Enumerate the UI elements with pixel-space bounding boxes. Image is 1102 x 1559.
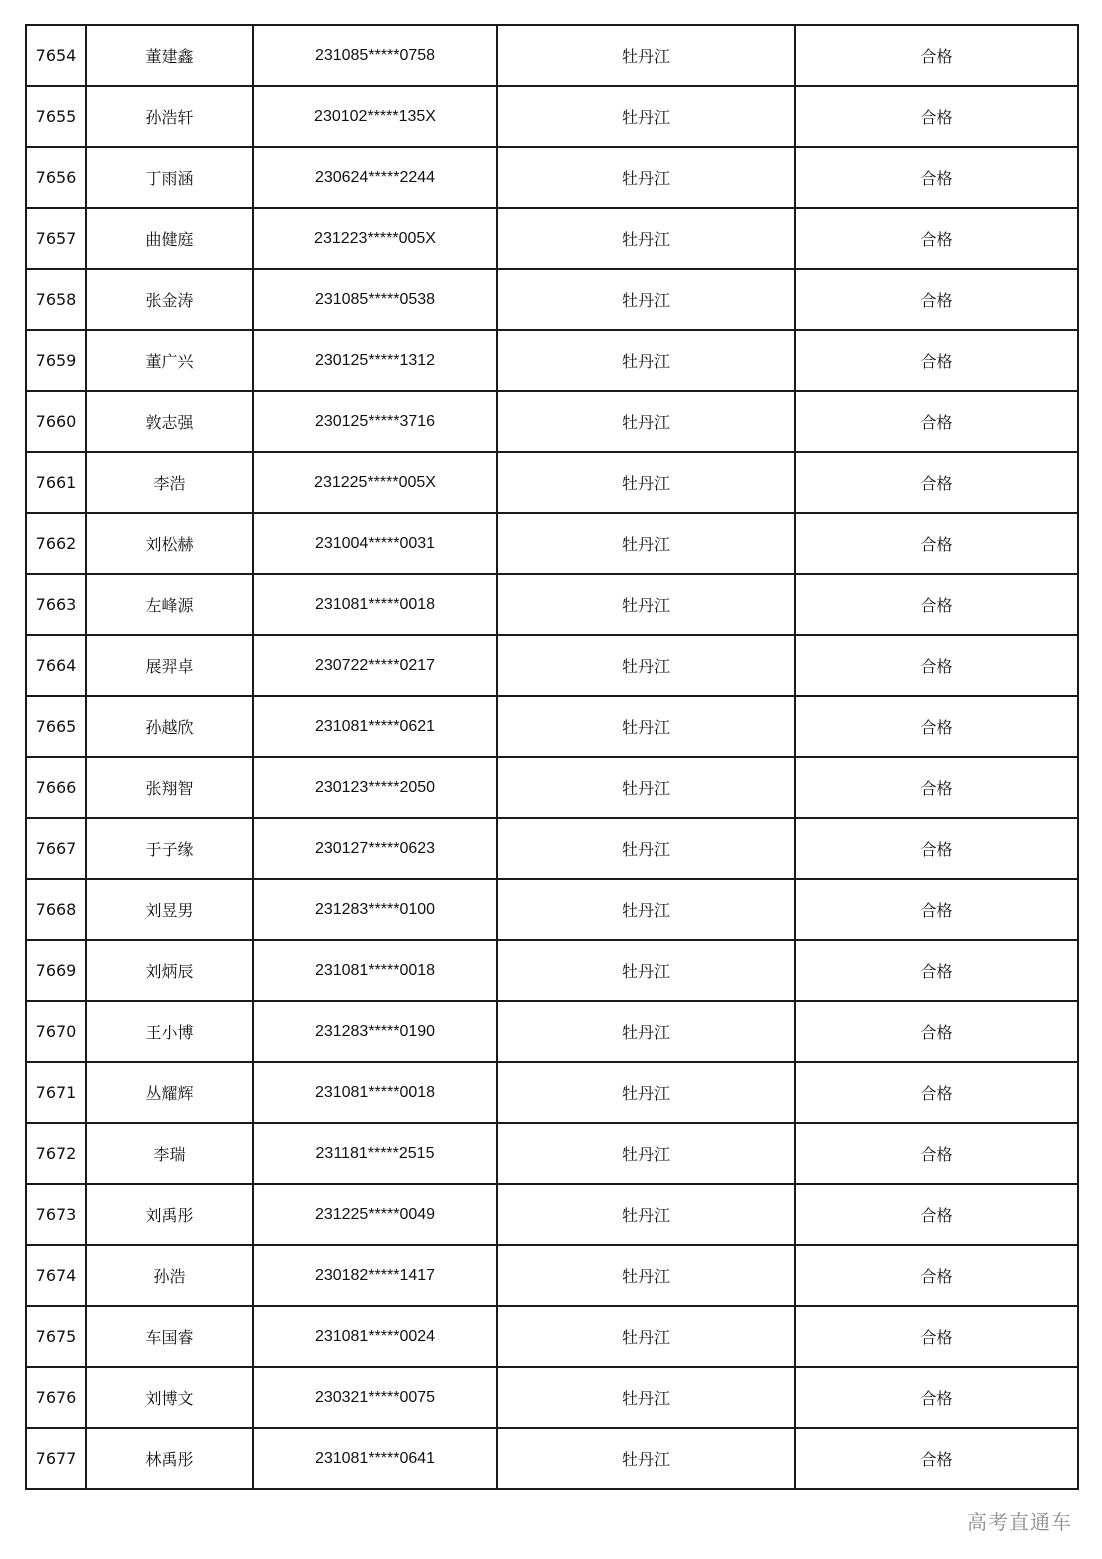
result-cell: 合格 <box>795 1245 1078 1306</box>
id-number-cell: 230125*****1312 <box>253 330 497 391</box>
id-number-cell: 230182*****1417 <box>253 1245 497 1306</box>
result-cell: 合格 <box>795 818 1078 879</box>
name-cell: 展羿卓 <box>86 635 253 696</box>
result-cell: 合格 <box>795 513 1078 574</box>
name-cell: 孙浩轩 <box>86 86 253 147</box>
city-cell: 牡丹江 <box>497 147 795 208</box>
id-number-cell: 231085*****0758 <box>253 25 497 86</box>
result-cell: 合格 <box>795 1428 1078 1489</box>
result-cell: 合格 <box>795 1062 1078 1123</box>
name-cell: 刘禹彤 <box>86 1184 253 1245</box>
row-number-cell: 7660 <box>26 391 86 452</box>
row-number-cell: 7662 <box>26 513 86 574</box>
city-cell: 牡丹江 <box>497 818 795 879</box>
id-number-cell: 230127*****0623 <box>253 818 497 879</box>
id-number-cell: 231283*****0100 <box>253 879 497 940</box>
name-cell: 于子缘 <box>86 818 253 879</box>
result-cell: 合格 <box>795 25 1078 86</box>
id-number-cell: 231081*****0621 <box>253 696 497 757</box>
id-number-cell: 231081*****0641 <box>253 1428 497 1489</box>
name-cell: 孙浩 <box>86 1245 253 1306</box>
name-cell: 王小博 <box>86 1001 253 1062</box>
table-row <box>26 635 1078 696</box>
id-number-cell: 231004*****0031 <box>253 513 497 574</box>
id-number-cell: 230722*****0217 <box>253 635 497 696</box>
result-cell: 合格 <box>795 452 1078 513</box>
city-cell: 牡丹江 <box>497 1367 795 1428</box>
result-cell: 合格 <box>795 1306 1078 1367</box>
id-number-cell: 231225*****005X <box>253 452 497 513</box>
table-row <box>26 1428 1078 1489</box>
table-row <box>26 696 1078 757</box>
row-number-cell: 7666 <box>26 757 86 818</box>
id-number-cell: 231081*****0018 <box>253 574 497 635</box>
row-number-cell: 7663 <box>26 574 86 635</box>
city-cell: 牡丹江 <box>497 1001 795 1062</box>
table-row <box>26 1306 1078 1367</box>
row-number-cell: 7656 <box>26 147 86 208</box>
row-number-cell: 7669 <box>26 940 86 1001</box>
city-cell: 牡丹江 <box>497 391 795 452</box>
city-cell: 牡丹江 <box>497 574 795 635</box>
city-cell: 牡丹江 <box>497 1062 795 1123</box>
table-row <box>26 1245 1078 1306</box>
result-cell: 合格 <box>795 940 1078 1001</box>
id-number-cell: 231081*****0024 <box>253 1306 497 1367</box>
row-number-cell: 7665 <box>26 696 86 757</box>
result-cell: 合格 <box>795 696 1078 757</box>
result-cell: 合格 <box>795 391 1078 452</box>
result-cell: 合格 <box>795 1123 1078 1184</box>
result-cell: 合格 <box>795 269 1078 330</box>
result-cell: 合格 <box>795 86 1078 147</box>
row-number-cell: 7670 <box>26 1001 86 1062</box>
result-cell: 合格 <box>795 757 1078 818</box>
table-row <box>26 940 1078 1001</box>
table-row <box>26 1001 1078 1062</box>
row-number-cell: 7661 <box>26 452 86 513</box>
row-number-cell: 7673 <box>26 1184 86 1245</box>
name-cell: 董广兴 <box>86 330 253 391</box>
row-number-cell: 7659 <box>26 330 86 391</box>
table-row <box>26 1062 1078 1123</box>
name-cell: 刘松赫 <box>86 513 253 574</box>
name-cell: 孙越欣 <box>86 696 253 757</box>
name-cell: 李浩 <box>86 452 253 513</box>
id-number-cell: 230321*****0075 <box>253 1367 497 1428</box>
city-cell: 牡丹江 <box>497 940 795 1001</box>
row-number-cell: 7658 <box>26 269 86 330</box>
result-cell: 合格 <box>795 1001 1078 1062</box>
table-row <box>26 25 1078 86</box>
roster-table <box>25 24 1079 1490</box>
table-row <box>26 513 1078 574</box>
city-cell: 牡丹江 <box>497 513 795 574</box>
id-number-cell: 231081*****0018 <box>253 940 497 1001</box>
result-cell: 合格 <box>795 879 1078 940</box>
name-cell: 张金涛 <box>86 269 253 330</box>
name-cell: 李瑞 <box>86 1123 253 1184</box>
city-cell: 牡丹江 <box>497 1245 795 1306</box>
name-cell: 刘博文 <box>86 1367 253 1428</box>
city-cell: 牡丹江 <box>497 86 795 147</box>
row-number-cell: 7654 <box>26 25 86 86</box>
row-number-cell: 7676 <box>26 1367 86 1428</box>
city-cell: 牡丹江 <box>497 25 795 86</box>
city-cell: 牡丹江 <box>497 208 795 269</box>
name-cell: 林禹彤 <box>86 1428 253 1489</box>
table-row <box>26 1123 1078 1184</box>
id-number-cell: 231223*****005X <box>253 208 497 269</box>
result-cell: 合格 <box>795 1367 1078 1428</box>
row-number-cell: 7671 <box>26 1062 86 1123</box>
city-cell: 牡丹江 <box>497 330 795 391</box>
id-number-cell: 231283*****0190 <box>253 1001 497 1062</box>
row-number-cell: 7674 <box>26 1245 86 1306</box>
result-cell: 合格 <box>795 635 1078 696</box>
city-cell: 牡丹江 <box>497 1428 795 1489</box>
result-cell: 合格 <box>795 330 1078 391</box>
id-number-cell: 231181*****2515 <box>253 1123 497 1184</box>
city-cell: 牡丹江 <box>497 757 795 818</box>
row-number-cell: 7677 <box>26 1428 86 1489</box>
table-row <box>26 879 1078 940</box>
table-row <box>26 269 1078 330</box>
name-cell: 车国睿 <box>86 1306 253 1367</box>
watermark-text: 高考直通车 <box>967 1510 1072 1534</box>
name-cell: 刘炳辰 <box>86 940 253 1001</box>
name-cell: 张翔智 <box>86 757 253 818</box>
row-number-cell: 7672 <box>26 1123 86 1184</box>
row-number-cell: 7667 <box>26 818 86 879</box>
id-number-cell: 231081*****0018 <box>253 1062 497 1123</box>
table-row <box>26 1367 1078 1428</box>
result-cell: 合格 <box>795 1184 1078 1245</box>
table-row <box>26 757 1078 818</box>
row-number-cell: 7655 <box>26 86 86 147</box>
table-row <box>26 208 1078 269</box>
result-cell: 合格 <box>795 208 1078 269</box>
city-cell: 牡丹江 <box>497 1184 795 1245</box>
city-cell: 牡丹江 <box>497 635 795 696</box>
row-number-cell: 7675 <box>26 1306 86 1367</box>
city-cell: 牡丹江 <box>497 696 795 757</box>
name-cell: 左峰源 <box>86 574 253 635</box>
result-cell: 合格 <box>795 147 1078 208</box>
name-cell: 丁雨涵 <box>86 147 253 208</box>
id-number-cell: 230624*****2244 <box>253 147 497 208</box>
table-row <box>26 452 1078 513</box>
city-cell: 牡丹江 <box>497 452 795 513</box>
table-row <box>26 574 1078 635</box>
table-row <box>26 147 1078 208</box>
id-number-cell: 231225*****0049 <box>253 1184 497 1245</box>
city-cell: 牡丹江 <box>497 1306 795 1367</box>
id-number-cell: 230125*****3716 <box>253 391 497 452</box>
row-number-cell: 7664 <box>26 635 86 696</box>
name-cell: 敦志强 <box>86 391 253 452</box>
name-cell: 丛耀辉 <box>86 1062 253 1123</box>
name-cell: 董建鑫 <box>86 25 253 86</box>
row-number-cell: 7668 <box>26 879 86 940</box>
name-cell: 曲健庭 <box>86 208 253 269</box>
id-number-cell: 230102*****135X <box>253 86 497 147</box>
city-cell: 牡丹江 <box>497 879 795 940</box>
table-row <box>26 1184 1078 1245</box>
name-cell: 刘昱男 <box>86 879 253 940</box>
table-row <box>26 391 1078 452</box>
id-number-cell: 230123*****2050 <box>253 757 497 818</box>
city-cell: 牡丹江 <box>497 269 795 330</box>
table-row <box>26 86 1078 147</box>
id-number-cell: 231085*****0538 <box>253 269 497 330</box>
row-number-cell: 7657 <box>26 208 86 269</box>
table-row <box>26 818 1078 879</box>
roster-body <box>26 25 1078 1489</box>
city-cell: 牡丹江 <box>497 1123 795 1184</box>
result-cell: 合格 <box>795 574 1078 635</box>
table-row <box>26 330 1078 391</box>
